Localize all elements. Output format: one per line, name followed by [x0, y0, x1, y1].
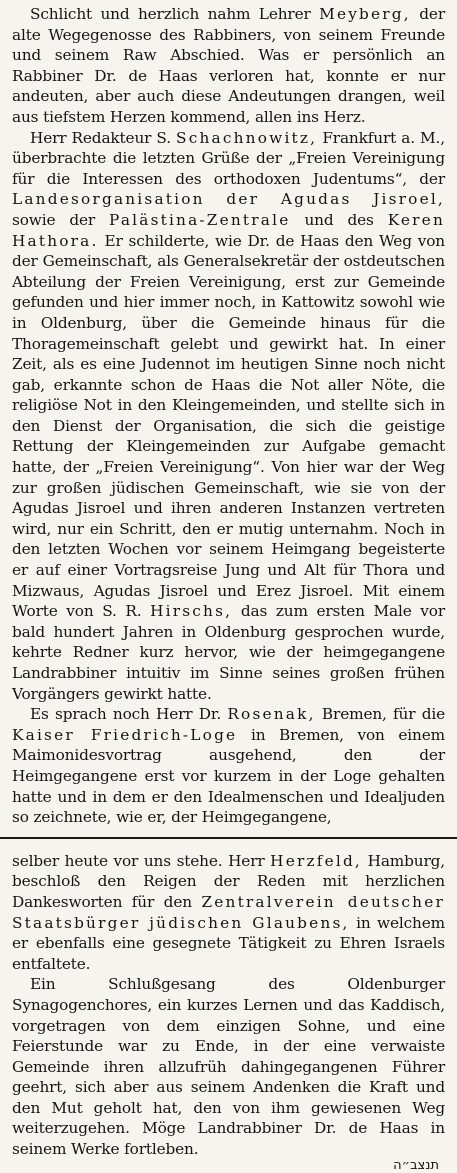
paragraph-rosenak	[12, 704, 445, 828]
text-run: sowie der	[12, 210, 110, 229]
text-run: Hamburg, beschloß den Reigen der Reden mit herzlichen Dankesworten für den	[12, 851, 446, 911]
text-run: in Bremen, von einem Maimonidesvortrag ausgehend, den der Heimgegangene erst vor kurzem in der Loge gehalten hatte und in dem er den Idealmenschen und Idealjuden so zeichnete, wie er, der Heimgegangene,	[12, 725, 445, 827]
paragraph-herzfeld	[12, 851, 445, 975]
person-name: Hirschs,	[150, 602, 233, 621]
text-run: Bremen, für die	[315, 705, 445, 724]
text-run: in welchem er ebenfalls eine gesegnete Tätigkeit zu Ehren Israels entfaltete.	[12, 913, 445, 973]
organization-name: Keren Hathora.	[12, 210, 445, 250]
organization-name: Kaiser Friedrich-Loge	[12, 725, 238, 744]
article-column-bottom	[12, 851, 445, 1173]
text-run: das zum ersten Male vor bald hundert Jahren in Oldenburg gesprochen wurde, kehrte Redner kurz hervor, wie der heimgegangene Landrabbiner intuitiv im Sinne seines großen frühen Vorgängers gewirkt hatte.	[12, 602, 445, 703]
organization-name: Landesorganisation der Agudas Jisroel,	[12, 190, 445, 209]
column-divider	[0, 837, 457, 839]
text-run: Frankfurt a. M., überbrachte die letzten Grüße der „Freien Vereinigung für die Interessen des orthodoxen Judentums“, der	[12, 128, 445, 188]
speaker-name: Meyberg,	[319, 5, 411, 23]
paragraph-schachnowitz	[12, 128, 445, 705]
text-run: selber heute vor uns stehe. Herr	[12, 851, 271, 870]
text-run: Herr Redakteur S.	[30, 128, 177, 147]
paragraph-closing: Ein Schlußgesang des Oldenburger Synagogenchores, ein kurzes Lernen und das Kaddisch, vorgetragen von dem einzigen Sohne, und eine Feierstunde war zu Ende, in der eine verwaiste Gemeinde ihren allzufrüh dahingegangenen Führer geehrt, sich aber aus seinem Andenken die Kraft und den Mut geholt hat, den von ihm gewiesenen Weg weiterzugehen. Möge Landrabbiner Dr. de Haas in seinem Werke fortleben.	[12, 975, 445, 1159]
speaker-name: Schachnowitz,	[176, 128, 318, 147]
text-run: der alte Wegegenosse des Rabbiners, von seinem Freunde und seinem Raw Abschied. Was er persönlich an Rabbiner Dr. de Haas verloren hat, konnte er nur andeuten, aber auch diese Andeutungen drangen, weil aus tiefstem Herzen kommend, allen ins Herz.	[12, 5, 445, 126]
paragraph-meyberg	[12, 4, 445, 128]
text-run: Es sprach noch Herr Dr.	[30, 705, 228, 724]
text-run: Er schilderte, wie Dr. de Haas den Weg von der Gemeinschaft, als Generalsekretär der ostdeutschen Abteilung der Freien Vereinigung, erst zur Gemeinde gefunden und hier immer noch, in Kattowitz sowohl wie in Oldenburg, über die Gemeinde hinaus für die Thoragemeinschaft gelebt und gewirkt hat. In einer Zeit, als es eine Judennot im heutigen Sinne noch nicht gab, erkannte schon de Haas die Not aller Nöte, die religiöse Not in den Kleingemeinden, und stellte sich in den Dienst der Organisation, die sich die geistige Rettung der Kleingemeinden zur Aufgabe gemacht hatte, der „Freien Vereinigung“. Von hier war der Weg zur großen jüdischen Gemeinschaft, wie sie von der Agudas Jisroel und ihren anderen Instanzen vertreten wird, nur ein Schritt, den er mutig unternahm. Noch in den letzten Wochen vor seinem Heimgang begeisterte er auf einer Vortragsreise Jung und Alt für Thora und Mizwaus, Agudas Jisroel und Erez Jisroel. Mit einem Worte von S. R.	[12, 231, 445, 621]
article-column-top	[12, 4, 445, 828]
organization-name: Zentralverein deutscher Staatsbürger jüdischen Glaubens,	[12, 892, 445, 932]
organization-name: Palästina-Zentrale	[109, 210, 291, 229]
text-run: Schlicht und herzlich nahm Lehrer	[30, 5, 320, 23]
hebrew-signature: תנצב״ה	[393, 1157, 439, 1173]
speaker-name: Herzfeld,	[270, 851, 362, 870]
speaker-name: Rosenak,	[227, 705, 316, 724]
text-run: und des	[290, 210, 388, 229]
